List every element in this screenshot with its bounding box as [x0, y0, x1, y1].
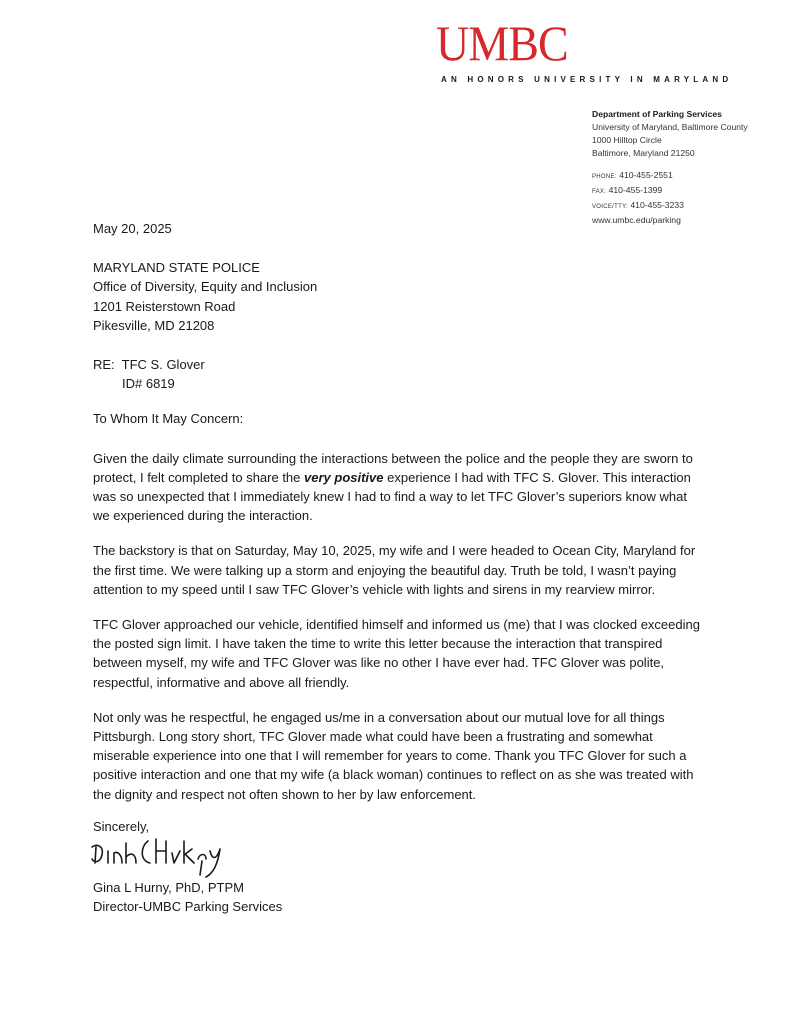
- subject-block: [93, 355, 703, 393]
- paragraph-1-text-a: Given the daily climate surrounding the interactions between the police and the people they are sworn to protect, I felt completed to share the: [93, 450, 693, 485]
- voice-line: [592, 199, 748, 214]
- paragraph-2: The backstory is that on Saturday, May 10, 2025, my wife and I were headed to Ocean City, Maryland for the first time. We were talking up a storm and enjoying the beautiful day. Truth be told, I wasn’t paying attention to my speed until I saw TFC Glover’s vehicle with lights and sirens in my rearview mirror.: [93, 543, 696, 597]
- letter-date: May 20, 2025: [93, 221, 172, 236]
- recipient-line-4: Pikesville, MD 21208: [93, 317, 215, 333]
- letter-body: [93, 219, 703, 804]
- signer-block: [93, 878, 282, 916]
- paragraph-3: TFC Glover approached our vehicle, identified himself and informed us (me) that I was clocked exceeding the posted sign limit. I have taken the time to write this letter because the interaction that transpired between myself, my wife and TFC Glover was like no other I have ever had. TFC Glover was polite, respectful, informative and above all friendly.: [93, 617, 700, 690]
- paragraph-1: [93, 449, 703, 526]
- department-name: Department of Parking Services: [592, 109, 722, 119]
- recipient-line-1: MARYLAND STATE POLICE: [93, 260, 260, 276]
- re-id: ID# 6819: [122, 376, 175, 392]
- phone-number: 410-455-2551: [619, 170, 673, 180]
- fax-label: FAX:: [592, 189, 607, 195]
- university-tagline: AN HONORS UNIVERSITY IN MARYLAND: [441, 75, 733, 84]
- re-name: TFC S. Glover: [121, 357, 205, 373]
- address-line-3: Baltimore, Maryland 21250: [592, 148, 695, 158]
- closing: Sincerely,: [93, 819, 150, 834]
- phone-label: PHONE:: [592, 174, 617, 180]
- handwritten-signature: [88, 833, 228, 879]
- address-line-2: 1000 Hilltop Circle: [592, 135, 662, 145]
- department-contact-block: [592, 108, 748, 227]
- paragraph-1-text-b: experience I had with TFC S. Glover. This interaction was so unexpected that I immediately knew I had to find a way to let TFC Glover’s superiors know what we experienced during the interaction.: [93, 469, 691, 524]
- website: www.umbc.edu/parking: [592, 215, 681, 225]
- signer-title: Director-UMBC Parking Services: [93, 899, 283, 915]
- recipient-line-3: 1201 Reisterstown Road: [93, 298, 236, 314]
- salutation: To Whom It May Concern:: [93, 411, 244, 427]
- umbc-logo: UMBC: [436, 15, 568, 71]
- fax-number: 410-455-1399: [608, 185, 663, 195]
- recipient-line-2: Office of Diversity, Equity and Inclusion: [93, 279, 318, 295]
- address-line-1: University of Maryland, Baltimore County: [592, 122, 748, 132]
- fax-line: [592, 184, 748, 199]
- emphasis-very-positive: very positive: [304, 469, 384, 485]
- recipient-address: [93, 258, 703, 335]
- voice-number: 410-455-3233: [630, 200, 684, 210]
- re-label: RE:: [93, 357, 115, 373]
- paragraph-4: Not only was he respectful, he engaged us/me in a conversation about our mutual love for all things Pittsburgh. Long story short, TFC Glover made what could have been a frustrating and somewhat miserable experience into one that I will remember for years to come. Thank you TFC Glover for such a positive interaction and one that my wife (a black woman) continues to reflect on as she was treated with the dignity and respect not often shown to her by law enforcement.: [93, 709, 694, 802]
- signer-name: Gina L Hurny, PhD, PTPM: [93, 880, 244, 895]
- voice-label: VOICE/TTY:: [592, 204, 629, 210]
- phone-line: [592, 169, 748, 184]
